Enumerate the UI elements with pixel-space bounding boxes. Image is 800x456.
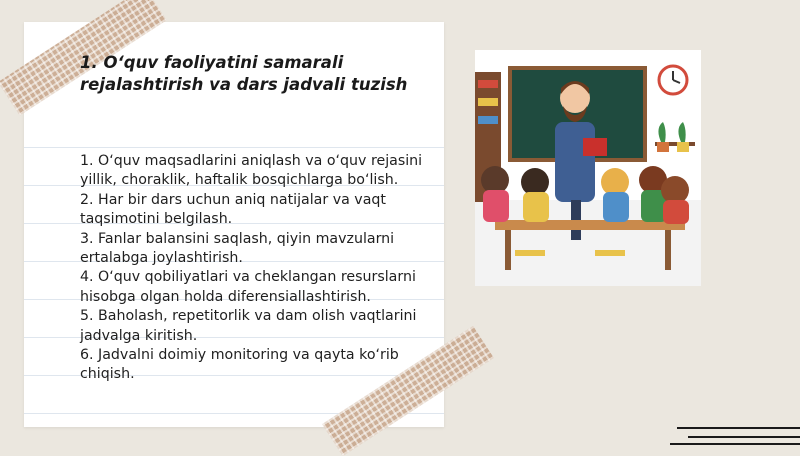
list-item: 3. Fanlar balansini saqlash, qiyin mavzularni ertalabga joylashtirish. — [80, 230, 395, 267]
classroom-illustration — [475, 50, 701, 286]
classroom-teacher-illustration-icon — [475, 50, 701, 286]
slide-title: 1. O‘quv faoliyatini samarali rejalashtirish va dars jadvali tuzish — [80, 53, 408, 94]
content-list — [80, 152, 425, 385]
decorative-line-1 — [677, 427, 800, 429]
list-item: 2. Har bir dars uchun aniq natijalar va vaqt taqsimotini belgilash. — [80, 191, 386, 228]
list-item: 5. Baholash, repetitorlik va dam olish vaqtlarini jadvalga kiritish. — [80, 308, 417, 344]
decorative-line-3 — [670, 443, 800, 445]
list-item: 6. Jadvalni doimiy monitoring va qayta ko‘rib chiqish. — [80, 347, 399, 383]
list-item: 4. O‘quv qobiliyatlari va cheklangan resurslarni hisobga olgan holda diferensiallashtirish. — [80, 269, 416, 305]
decorative-line-2 — [688, 436, 800, 438]
list-item: 1. O‘quv maqsadlarini aniqlash va o‘quv rejasini yillik, choraklik, haftalik bosqichlarga bo‘lish. — [80, 153, 423, 189]
